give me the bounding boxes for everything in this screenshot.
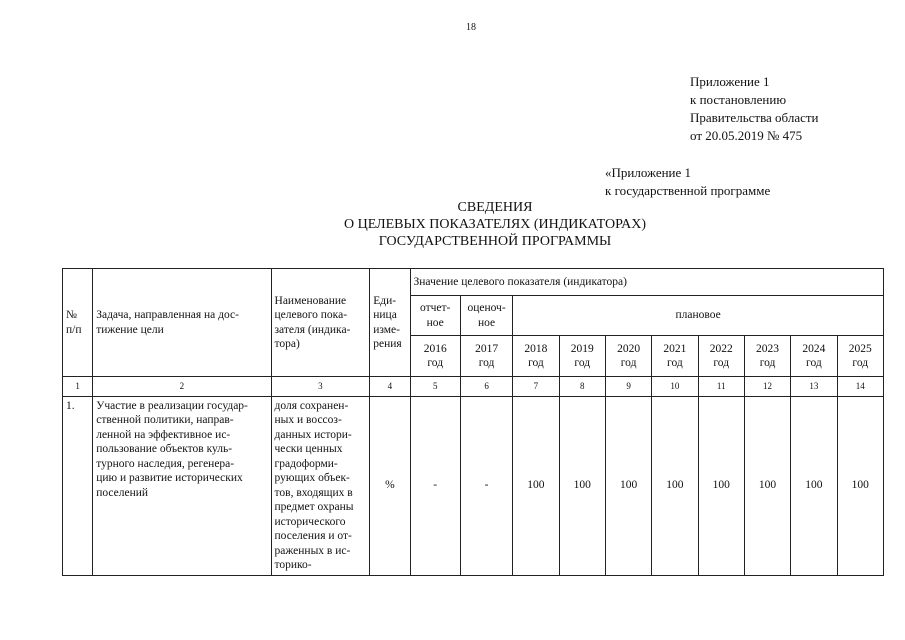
year-cell: [410, 336, 460, 377]
row-value: 100: [559, 396, 605, 575]
annex-line: Приложение 1: [690, 74, 770, 89]
year-cell: [698, 336, 744, 377]
header-indicator: Наименование целевого пока- зателя (индика- тора): [271, 269, 370, 377]
year-value: 2017: [475, 342, 499, 355]
year-cell: [837, 336, 883, 377]
header-planned: плановое: [513, 296, 884, 336]
row-value: 100: [698, 396, 744, 575]
row-unit: %: [370, 396, 410, 575]
header-num: № п/п: [63, 269, 93, 377]
year-value: 2022: [709, 342, 733, 355]
column-number: 11: [698, 377, 744, 397]
annex-line: Правительства области: [690, 110, 819, 125]
row-task: Участие в реализации государ- ственной политики, направ- ленной на эффективное ис- пользование объектов куль- турного наследия, регенера- цию и развитие исторических поселений: [93, 396, 271, 575]
column-number: 12: [744, 377, 790, 397]
year-cell: [744, 336, 790, 377]
year-value: 2025: [848, 342, 872, 355]
year-value: 2018: [524, 342, 548, 355]
column-number: 2: [93, 377, 271, 397]
year-cell: [791, 336, 837, 377]
row-value: 100: [791, 396, 837, 575]
title-line: СВЕДЕНИЯ: [457, 200, 533, 215]
row-value: 100: [513, 396, 559, 575]
column-number: 4: [370, 377, 410, 397]
header-unit: Еди- ница изме- рения: [370, 269, 410, 377]
year-label: год: [667, 357, 683, 369]
column-number: 5: [410, 377, 460, 397]
column-number: 7: [513, 377, 559, 397]
row-num: 1.: [63, 396, 93, 575]
row-value: 100: [605, 396, 651, 575]
column-number: 1: [63, 377, 93, 397]
year-cell: [559, 336, 605, 377]
title-line: ГОСУДАРСТВЕННОЙ ПРОГРАММЫ: [378, 234, 612, 249]
header-reported: отчет- ное: [410, 296, 460, 336]
program-annex-block: [605, 164, 770, 200]
annex-line: от 20.05.2019 № 475: [690, 128, 803, 143]
year-label: год: [759, 357, 776, 369]
column-number: 13: [791, 377, 837, 397]
year-value: 2021: [663, 342, 687, 355]
page-number: 18: [466, 22, 476, 33]
indicators-table: [62, 268, 884, 576]
column-number: 3: [271, 377, 370, 397]
annex-block: [690, 73, 819, 145]
year-label: год: [852, 357, 869, 369]
year-cell: [460, 336, 512, 377]
program-annex-line: «Приложение 1: [605, 165, 692, 180]
year-value: 2020: [617, 342, 641, 355]
year-value: 2019: [570, 342, 594, 355]
header-value-group: Значение целевого показателя (индикатора): [410, 269, 883, 296]
year-label: год: [528, 357, 544, 369]
header-task: Задача, направленная на дос- тижение цели: [93, 269, 271, 377]
year-label: год: [427, 357, 444, 369]
row-value: 100: [837, 396, 883, 575]
row-indicator: доля сохранен- ных и воссоз- данных истори- чески ценных градоформи- рующих объек- тов, входящих в предмет охраны исторического поселения и от- раженных в ис- торико-: [271, 396, 370, 575]
year-value: 2023: [756, 342, 780, 355]
annex-line: к постановлению: [690, 92, 787, 107]
year-value: 2024: [802, 342, 826, 355]
row-value: -: [460, 396, 512, 575]
year-cell: [513, 336, 559, 377]
row-value: -: [410, 396, 460, 575]
column-number: 6: [460, 377, 512, 397]
column-number: 10: [652, 377, 698, 397]
year-label: год: [806, 357, 822, 369]
column-number: 14: [837, 377, 883, 397]
year-label: год: [574, 357, 591, 369]
year-label: год: [713, 357, 730, 369]
row-value: 100: [652, 396, 698, 575]
year-cell: [605, 336, 651, 377]
header-estimated: оценоч- ное: [460, 296, 512, 336]
table-row: [63, 396, 884, 575]
column-number: 9: [605, 377, 651, 397]
year-cell: [652, 336, 698, 377]
document-title: [300, 199, 690, 250]
title-line: О ЦЕЛЕВЫХ ПОКАЗАТЕЛЯХ (ИНДИКАТОРАХ): [344, 217, 646, 232]
year-label: год: [478, 357, 495, 369]
year-value: 2016: [423, 342, 447, 355]
program-annex-line: к государственной программе: [605, 183, 771, 198]
year-label: год: [620, 357, 637, 369]
column-number: 8: [559, 377, 605, 397]
row-value: 100: [744, 396, 790, 575]
